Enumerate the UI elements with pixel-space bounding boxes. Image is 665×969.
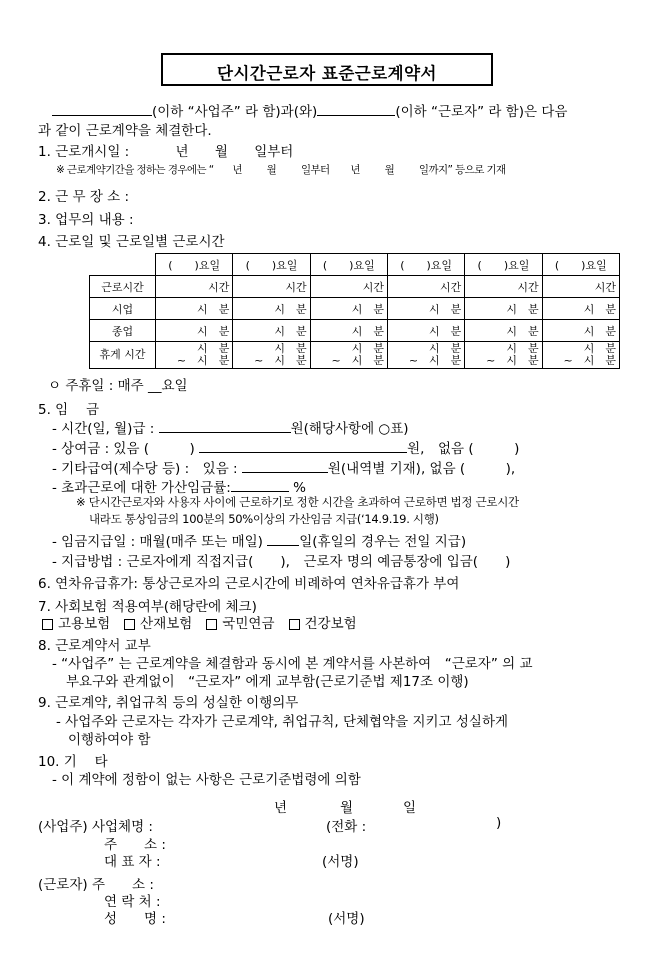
start-day-label: 일부터	[254, 144, 294, 160]
overtime-note-2: 내라도 통상임금의 100분의 50%이상의 가산임금 지급(‘14.9.19. 시행)	[89, 512, 439, 526]
worker-name[interactable]: 성 명 :	[104, 911, 166, 927]
other-pay-line	[52, 457, 515, 477]
break-time-cell[interactable]: 시 분 ~ 시 분	[542, 342, 619, 369]
section-1-note	[56, 162, 506, 177]
payday-line	[52, 530, 466, 550]
overtime-label: - 초과근로에 대한 가산임금률:	[52, 480, 231, 496]
section-2: 2. 근 무 장 소 :	[38, 189, 130, 205]
overtime-unit: %	[293, 480, 306, 496]
day-cell-5[interactable]: ( )요일	[465, 254, 542, 276]
section-7-label: 7. 사회보험 적용여부(해당란에 체크)	[38, 599, 257, 615]
title-box	[161, 53, 493, 86]
insurance-options	[42, 612, 357, 632]
note-year: 년	[232, 164, 242, 176]
employer-representative[interactable]: 대 표 자 :	[104, 854, 161, 870]
day-cell-4[interactable]: ( )요일	[387, 254, 464, 276]
note-month: 월	[266, 164, 277, 176]
intro-text-b: (이하 “근로자” 라 함)은 다음	[395, 104, 568, 120]
checkbox-icon[interactable]	[124, 619, 135, 630]
end-time-cell[interactable]: 시 분	[233, 320, 310, 342]
payday-label: - 임금지급일 : 매월(매주 또는 매일)	[52, 534, 263, 550]
overtime-line	[52, 476, 306, 496]
hours-cell[interactable]: 시간	[156, 276, 233, 298]
section-1	[38, 140, 293, 160]
day-cell-6[interactable]: ( )요일	[542, 254, 619, 276]
other-pay-label: - 기타급여(제수당 등) : 있음 :	[52, 461, 238, 477]
hours-cell[interactable]: 시간	[542, 276, 619, 298]
note-from: 일부터	[300, 164, 330, 176]
day-cell-3[interactable]: ( )요일	[310, 254, 387, 276]
employer-address[interactable]: 주 소 :	[104, 837, 166, 853]
break-time-cell[interactable]: 시 분 ~ 시 분	[387, 342, 464, 369]
table-header-row	[90, 254, 620, 276]
start-year-label: 년	[175, 144, 189, 160]
end-time-cell[interactable]: 시 분	[387, 320, 464, 342]
start-time-cell[interactable]: 시 분	[465, 298, 542, 320]
section-6: 6. 연차유급휴가: 통상근로자의 근로시간에 비례하여 연차유급휴가 부여	[38, 576, 460, 592]
hours-cell[interactable]: 시간	[310, 276, 387, 298]
end-time-cell[interactable]: 시 분	[156, 320, 233, 342]
national-pension-option[interactable]: 국민연금	[206, 616, 274, 632]
row-label-end: 종업	[90, 320, 156, 342]
bonus-line	[52, 437, 519, 457]
document-title: 단시간근로자 표준근로계약서	[217, 64, 437, 83]
checkbox-icon[interactable]	[206, 619, 217, 630]
section-10-line-1: - 이 계약에 정함이 없는 사항은 근로기준법령에 의함	[52, 772, 361, 788]
hourly-wage-blank[interactable]	[159, 419, 291, 433]
weekly-holiday: ㅇ 주휴일 : 매주 __요일	[48, 378, 188, 394]
note-to: 일까지” 등으로 기재	[418, 164, 506, 176]
section-8-line-2: 부요구와 관계없이 “근로자” 에게 교부함(근로기준법 제17조 이행)	[66, 674, 469, 690]
start-time-cell[interactable]: 시 분	[542, 298, 619, 320]
payday-note: 일(휴일의 경우는 전일 지급)	[299, 534, 467, 550]
other-pay-blank[interactable]	[242, 459, 328, 473]
checkbox-icon[interactable]	[42, 619, 53, 630]
worker-signature[interactable]: (서명)	[328, 911, 365, 927]
worker-blank[interactable]	[317, 102, 395, 116]
end-time-cell[interactable]: 시 분	[542, 320, 619, 342]
row-label-start: 시업	[90, 298, 156, 320]
row-label-hours: 근로시간	[90, 276, 156, 298]
section-10-label: 10. 기 타	[38, 754, 108, 770]
start-time-cell[interactable]: 시 분	[310, 298, 387, 320]
table-row-end	[90, 320, 620, 342]
worker-contact[interactable]: 연 락 처 :	[104, 894, 161, 910]
employer-business-name[interactable]: (사업주) 사업체명 :	[38, 819, 153, 835]
intro-line-1	[52, 100, 567, 120]
date-month[interactable]: 월	[340, 800, 354, 816]
section-1-label: 1. 근로개시일 :	[38, 144, 130, 160]
hours-cell[interactable]: 시간	[465, 276, 542, 298]
table-row-hours	[90, 276, 620, 298]
intro-text-a: (이하 “사업주” 라 함)과(와)	[152, 104, 318, 120]
hourly-wage-line	[52, 417, 409, 437]
hours-cell[interactable]: 시간	[233, 276, 310, 298]
section-9-line-1: - 사업주와 근로자는 각자가 근로계약, 취업규칙, 단체협약을 지키고 성실하게	[56, 714, 509, 730]
bonus-label: - 상여금 : 있음 ( )	[52, 441, 195, 457]
employer-phone-close: )	[496, 815, 502, 831]
hourly-wage-label: - 시간(일, 월)급 :	[52, 421, 155, 437]
work-schedule-table	[89, 253, 620, 369]
bonus-blank[interactable]	[199, 439, 407, 453]
day-cell-1[interactable]: ( )요일	[156, 254, 233, 276]
break-time-cell[interactable]: 시 분 ~ 시 분	[156, 342, 233, 369]
end-time-cell[interactable]: 시 분	[310, 320, 387, 342]
row-label-break: 휴게 시간	[90, 342, 156, 369]
table-row-break	[90, 342, 620, 369]
table-corner	[90, 254, 156, 276]
employer-phone-open[interactable]: (전화 :	[326, 819, 367, 835]
break-time-cell[interactable]: 시 분 ~ 시 분	[233, 342, 310, 369]
payment-method: - 지급방법 : 근로자에게 직접지급( ), 근로자 명의 예금통장에 입금( )	[52, 554, 511, 570]
employer-signature[interactable]: (서명)	[322, 854, 359, 870]
table-row-start	[90, 298, 620, 320]
date-year[interactable]: 년	[274, 800, 288, 816]
section-8-line-1: - “사업주” 는 근로계약을 체결함과 동시에 본 계약서를 사본하여 “근로자” 의 교	[52, 656, 533, 672]
break-time-cell[interactable]: 시 분 ~ 시 분	[465, 342, 542, 369]
start-time-cell[interactable]: 시 분	[387, 298, 464, 320]
section-9-label: 9. 근로계약, 취업규칙 등의 성실한 이행의무	[38, 695, 299, 711]
date-day[interactable]: 일	[403, 800, 417, 816]
hours-cell[interactable]: 시간	[387, 276, 464, 298]
note-text: ※ 근로계약기간을 정하는 경우에는 “	[56, 164, 214, 176]
note-month-2: 월	[384, 164, 395, 176]
section-4: 4. 근로일 및 근로일별 근로시간	[38, 234, 225, 250]
overtime-note-1: ※ 단시간근로자와 사용자 사이에 근로하기로 정한 시간을 초과하여 근로하면 법정 근로시간	[76, 495, 519, 509]
bonus-unit: 원, 없음 ( )	[407, 441, 520, 457]
start-month-label: 월	[214, 144, 228, 160]
day-cell-2[interactable]: ( )요일	[233, 254, 310, 276]
start-time-cell[interactable]: 시 분	[233, 298, 310, 320]
health-insurance-option[interactable]: 건강보험	[289, 616, 357, 632]
note-year-2: 년	[350, 164, 360, 176]
employment-insurance-option[interactable]: 고용보험	[42, 616, 110, 632]
hourly-wage-unit: 원(해당사항에 ○표)	[290, 421, 409, 437]
worker-address[interactable]: (근로자) 주 소 :	[38, 877, 154, 893]
section-9-line-2: 이행하여야 함	[68, 732, 151, 748]
end-time-cell[interactable]: 시 분	[465, 320, 542, 342]
employer-blank[interactable]	[52, 102, 152, 116]
break-time-cell[interactable]: 시 분 ~ 시 분	[310, 342, 387, 369]
start-time-cell[interactable]: 시 분	[156, 298, 233, 320]
overtime-blank[interactable]	[231, 478, 289, 492]
section-5-label: 5. 임 금	[38, 402, 100, 418]
industrial-accident-insurance-option[interactable]: 산재보험	[124, 616, 192, 632]
other-pay-unit: 원(내역별 기재), 없음 ( ),	[327, 461, 516, 477]
checkbox-icon[interactable]	[289, 619, 300, 630]
section-3: 3. 업무의 내용 :	[38, 212, 134, 228]
intro-line-2: 과 같이 근로계약을 체결한다.	[38, 123, 212, 139]
payday-blank[interactable]	[267, 532, 299, 546]
section-8-label: 8. 근로계약서 교부	[38, 638, 151, 654]
